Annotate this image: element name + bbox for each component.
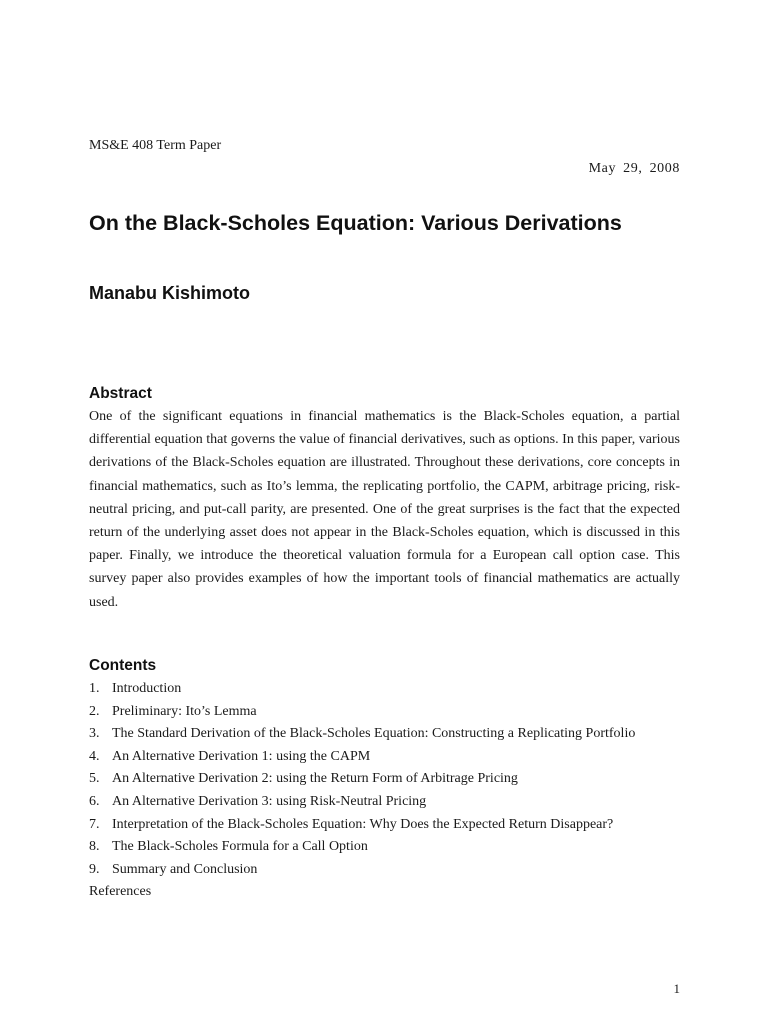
toc-item-number: 7. — [89, 816, 100, 832]
toc-item — [89, 724, 729, 747]
toc-item-label: References — [89, 884, 152, 900]
toc-item — [89, 747, 729, 770]
toc-item — [89, 792, 729, 815]
abstract-body: One of the significant equations in financial mathematics is the Black-Scholes equation, a partial differential equation that governs the value of financial derivatives, such as options. In this paper, various derivations of the Black-Scholes equation are illustrated. Throughout these derivations, core concepts in financial mathematics, such as Ito’s lemma, the replicating portfolio, the CAPM, arbitrage pricing, risk-neutral pricing, and put-call parity, are presented. One of the great surprises is the fact that the expected return of the underlying asset does not appear in the Black-Scholes equation, which is discussed in this paper. Finally, we introduce the theoretical valuation formula for a European call option case. This survey paper also provides examples of how the important tools of financial mathematics are actually used. — [89, 409, 680, 610]
toc-item — [89, 679, 729, 702]
table-of-contents — [89, 679, 729, 905]
toc-item-label: The Black-Scholes Formula for a Call Option — [112, 839, 368, 855]
author-name: Manabu Kishimoto — [89, 283, 250, 303]
toc-item — [89, 815, 729, 838]
toc-item-label: Introduction — [112, 681, 182, 696]
toc-item-number: 3. — [89, 726, 100, 742]
toc-item — [89, 769, 729, 792]
toc-item-number: 4. — [89, 748, 100, 764]
paper-date: May 29, 2008 — [588, 161, 680, 176]
toc-item-label: An Alternative Derivation 1: using the CAPM — [112, 748, 371, 764]
toc-item-number: 2. — [89, 703, 100, 719]
toc-item — [89, 702, 729, 725]
toc-item-number: 8. — [89, 839, 100, 855]
toc-item — [89, 860, 729, 883]
toc-item-label: Preliminary: Ito’s Lemma — [112, 703, 257, 719]
toc-item-references — [89, 882, 729, 905]
abstract-heading: Abstract — [89, 385, 152, 402]
course-label: MS&E 408 Term Paper — [89, 138, 222, 153]
toc-item-number: 6. — [89, 793, 100, 809]
toc-item-label: The Standard Derivation of the Black-Scholes Equation: Constructing a Replicating Portfolio — [112, 726, 636, 742]
toc-item-label: An Alternative Derivation 2: using the Return Form of Arbitrage Pricing — [112, 771, 518, 787]
toc-item-number: 5. — [89, 771, 100, 787]
toc-item-number: 9. — [89, 861, 100, 877]
toc-item-label: Interpretation of the Black-Scholes Equation: Why Does the Expected Return Disappear? — [112, 816, 614, 832]
toc-item-label: Summary and Conclusion — [112, 861, 258, 877]
toc-item-number: 1. — [89, 681, 100, 696]
toc-item-label: An Alternative Derivation 3: using Risk-Neutral Pricing — [112, 793, 427, 809]
contents-heading: Contents — [89, 657, 157, 674]
page-number: 1 — [673, 981, 680, 996]
paper-title: On the Black-Scholes Equation: Various Derivations — [89, 211, 622, 235]
toc-item — [89, 837, 729, 860]
